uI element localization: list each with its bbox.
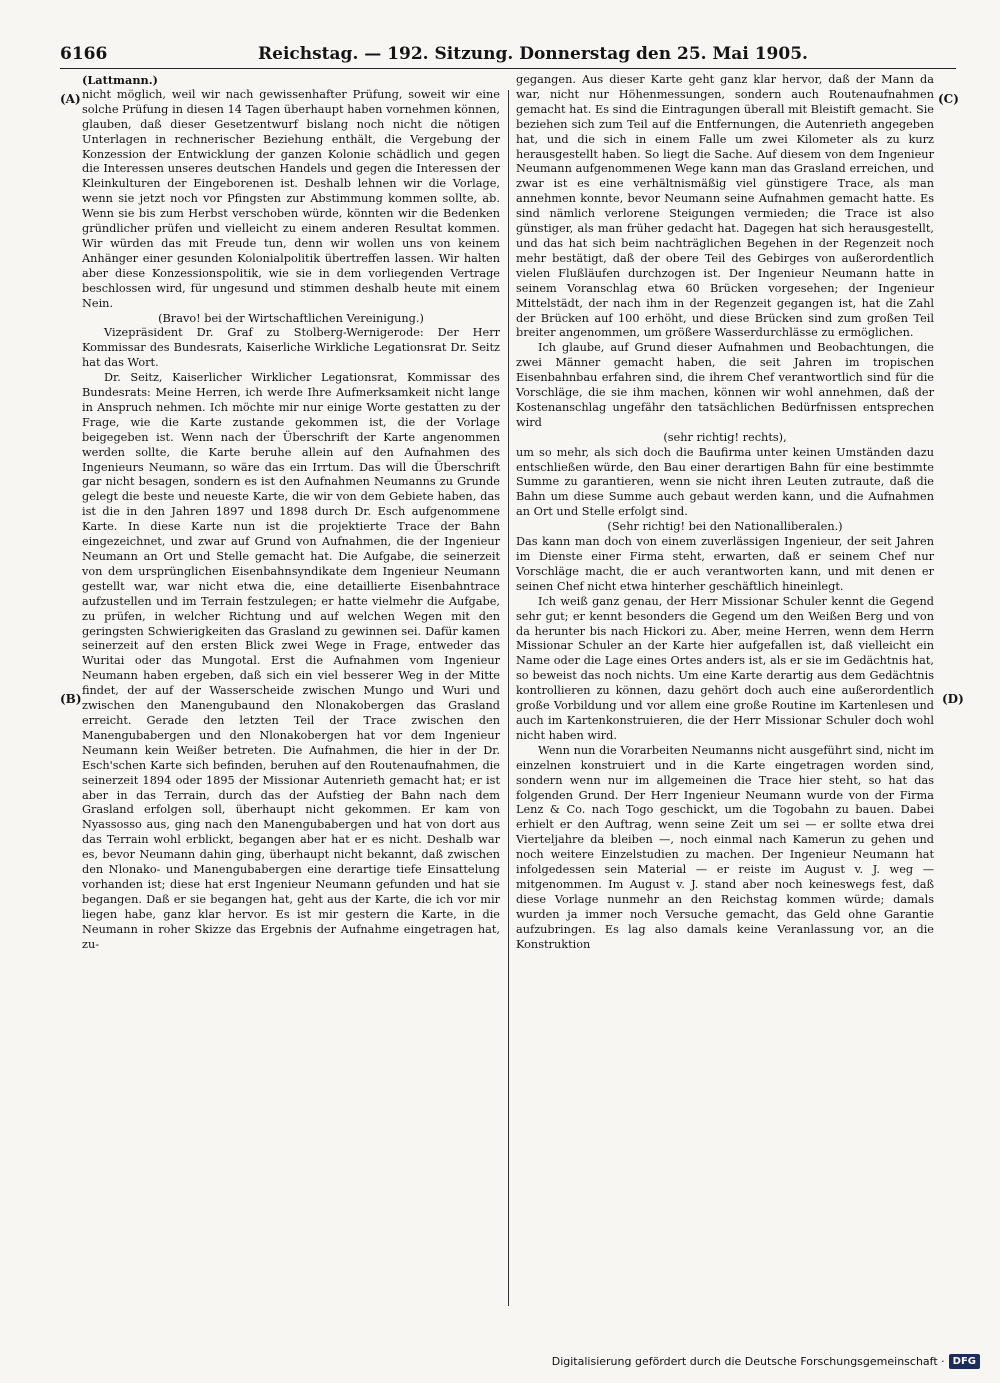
margin-mark-c: (C) — [938, 92, 959, 106]
applause-note: (Sehr richtig! bei den Nationalliberalen.) — [607, 520, 843, 534]
paragraph: Dr. Seitz, Kaiserlicher Wirklicher Legationsrat, Kommissar des Bundesrats: Meine Herren, ich werde Ihre Aufmerksamkeit nicht lange in Anspruch nehmen. Ich möchte mir nur einige Worte gestatten zu der Frage, wie die Karte zustande gekommen ist, die der Vorlage beigegeben ist. Wenn nach der Überschrift der Karte angenommen werden sollte, die Karte beruhe allein auf den Aufnahmen des Ingenieurs Neumann, so wäre das ein Irrtum. Das will die Überschrift gar nicht besagen, sondern es ist den Aufnahmen Neumanns zu Grunde gelegt die beste und neueste Karte, die wir von dem Gebiete haben, das ist die in den Jahren 1897 und 1898 durch Dr. Esch aufgenommene Karte. In diese Karte nun ist die projektierte Trace der Bahn eingezeichnet, und zwar auf Grund von Aufnahmen, die der Ingenieur Neumann an Ort und Stelle gemacht hat. Die Aufgabe, die seinerzeit von dem ursprünglichen Eisenbahnsyndikate dem Ingenieur Neumann gestellt war, war nicht etwa die, eine detaillierte Eisenbahntrace aufzustellen und im Terrain festzulegen; er hatte vielmehr die Aufgabe, zu prüfen, in welcher Richtung und auf welchen Wegen mit den geringsten Schwierigkeiten das Grasland zu gewinnen sei. Dafür kamen seinerzeit auf den ersten Blick zwei Wege in Frage, entweder das Wuritai oder das Mungotal. Erst die Aufnahmen vom Ingenieur Neumann haben ergeben, daß sich ein viel besserer Weg in der Mitte findet, der auf der Wasserscheide zwischen Mungo und Wuri und zwischen den Manengubaund den Nlonakobergen das Grasland erreicht. Gerade den letzten Teil der Trace zwischen den Manengubabergen und den Nlonakobergen hat vor dem Ingenieur Neumann kein Weißer betreten. Die Aufnahmen, die hier in der Dr. Esch'schen Karte sich befinden, beruhen auf den Routenaufnahmen, die seinerzeit 1894 oder 1895 der Missionar Autenrieth gemacht hat; er ist aber in das Terrain, durch das der Aufstieg der Bahn nach dem Grasland erfolgen soll, überhaupt nicht gekommen. Er kam von Nyassosso aus, ging nach den Manengubabergen und hat von dort aus das Terrain wohl erblickt, begangen aber hat er es nicht. Deshalb war es, bevor Neumann dahin ging, überhaupt nicht bekannt, daß zwischen den Nlonako- und Manengubabergen eine derartige tiefe Einsattelung vorhanden ist; diese hat erst Ingenieur Neumann gefunden und hat sie begangen. Daß er sie begangen hat, geht aus der Karte, die ich vor mir liegen habe, ganz klar hervor. Es ist mir gestern die Karte, in die Neumann in roher Skizze das Ergebnis der Aufnahme eingetragen hat, zu- — [82, 371, 500, 951]
paragraph: Ich glaube, auf Grund dieser Aufnahmen und Beobachtungen, die zwei Männer gemacht haben, die seit Jahren im tropischen Eisenbahnbau erfahren sind, die ihrem Chef verantwortlich sind für die Vorschläge, die sie ihm machen, können wir wohl annehmen, daß der Kostenanschlag ungefähr den tatsächlichen Bedürfnissen entsprechen wird — [516, 341, 934, 429]
footer — [552, 1354, 980, 1369]
paragraph: Vizepräsident Dr. Graf zu Stolberg-Wernigerode: Der Herr Kommissar des Bundesrats, Kaiserliche Wirkliche Legationsrat Dr. Seitz hat das Wort. — [82, 326, 500, 370]
paragraph: gegangen. Aus dieser Karte geht ganz klar hervor, daß der Mann da war, nicht nur Höhenmessungen, sondern auch Routenaufnahmen gemacht hat. Es sind die Eintragungen überall mit Bleistift gemacht. Sie beziehen sich zum Teil auf die Entfernungen, die Autenrieth angegeben hat, und die sich in einem Falle um zwei Kilometer als zu kurz herausgestellt haben. So liegt die Sache. Auf diesem von dem Ingenieur Neumann aufgenommenen Wege kann man das Grasland erreichen, und zwar ist es eine verhältnismäßig viel günstigere Trace, als man annehmen konnte, bevor Neumann seine Aufnahmen gemacht hatte. Es sind nämlich verlorene Steigungen vermieden; die Trace ist also günstiger, als man früher gedacht hat. Dagegen hat sich herausgestellt, und das hat sich beim nachträglichen Begehen in der Regenzeit noch mehr bestätigt, daß der obere Teil des Gebirges von außerordentlich vielen Flußläufen durchzogen ist. Der Ingenieur Neumann hatte in seinem Voranschlag etwa 60 Brücken vorgesehen; der Ingenieur Mittelstädt, der nach ihm in der Regenzeit gegangen ist, hat die Zahl der Brücken auf 100 erhöht, und diese Brücken sind zum großen Teil breiter angenommen, um größere Wasserdurchlässe zu ermöglichen. — [516, 73, 934, 340]
header-rule — [60, 68, 956, 69]
left-column — [82, 73, 500, 952]
margin-mark-a: (A) — [60, 92, 81, 106]
margin-mark-d: (D) — [942, 692, 964, 706]
column-divider — [508, 90, 509, 1306]
applause-note: (Bravo! bei der Wirtschaftlichen Vereinigung.) — [158, 311, 424, 325]
paragraph: Ich weiß ganz genau, der Herr Missionar Schuler kennt die Gegend sehr gut; er kennt besonders die Gegend um den Weißen Berg und von da herunter bis nach Hickori zu. Aber, meine Herren, wenn dem Herrn Missionar Schuler an der Karte hier aufgefallen ist, daß vielleicht ein Name oder die Lage eines Ortes anders ist, als er sie im Gedächtnis hat, so beweist das noch nichts. Um eine Karte derartig aus dem Gedächtnis kontrollieren zu können, dazu gehört doch auch eine außerordentlich große Vorbildung und vor allem eine große Routine im Kartenlesen und auch im Kartenkonstruieren, die der Herr Missionar Schuler doch wohl nicht haben wird. — [516, 594, 934, 742]
right-column — [516, 73, 934, 952]
page-number: 6166 — [60, 44, 108, 64]
footer-credit: Digitalisierung gefördert durch die Deutsche Forschungsgemeinschaft · — [551, 1355, 945, 1368]
paragraph: Wenn nun die Vorarbeiten Neumanns nicht ausgeführt sind, nicht im einzelnen konstruiert und in die Karte eingetragen worden sind, sondern wenn nur im allgemeinen die Trace hier steht, so hat das folgenden Grund. Der Herr Ingenieur Neumann wurde von der Firma Lenz & Co. nach Togo geschickt, um die Togobahn zu bauen. Dabei erhielt er den Auftrag, wenn seine Zeit um sei — er sollte etwa drei Vierteljahre da bleiben —, noch einmal nach Kamerun zu gehen und noch weitere Einzelstudien zu machen. Der Ingenieur Neumann hat infolgedessen sein Material — er reiste im August v. J. weg — mitgenommen. Im August v. J. stand aber noch keineswegs fest, daß diese Vorlage nunmehr an den Reichstag kommen würde; damals wurden ja immer noch Versuche gemacht, das Geld ohne Garantie aufzubringen. Es lag also damals keine Veranlassung vor, an die Konstruktion — [516, 743, 934, 951]
margin-mark-b: (B) — [60, 692, 82, 706]
running-head: Reichstag. — 192. Sitzung. Donnerstag den 25. Mai 1905. — [258, 44, 808, 64]
paragraph: Das kann man doch von einem zuverlässigen Ingenieur, der seit Jahren im Dienste einer Firma steht, erwarten, daß er seinem Chef nur Vorschläge macht, die er auch verantworten kann, und mit denen er seinen Chef nicht etwa hinterher geschäftlich hineinlegt. — [516, 535, 934, 593]
speaker-continued: (Lattmann.) — [82, 73, 159, 87]
paragraph: nicht möglich, weil wir nach gewissenhafter Prüfung, soweit wir eine solche Prüfung in diesen 14 Tagen überhaupt haben vornehmen können, glauben, daß dieser Gesetzentwurf bislang noch nicht die nötigen Unterlagen in rechnerischer Beziehung enthält, die Vergebung der Konzession der Entwicklung der ganzen Kolonie schädlich und gegen die Interessen unseres deutschen Handels und gegen die Interessen der Kleinkulturen der Eingeborenen ist. Deshalb lehnen wir die Vorlage, wenn sie jetzt noch vor Pfingsten zur Abstimmung kommen sollte, ab. Wenn sie bis zum Herbst verschoben würde, könnten wir die Bedenken gründlicher prüfen und vielleicht zu einem anderen Resultat kommen. Wir würden das mit Freude tun, denn wir wollen uns von keinem Anhänger einer gesunden Kolonialpolitik übertreffen lassen. Wir halten aber diese Konzessionspolitik, wie sie in dem vorliegenden Vertrage beschlossen wird, für ungesund und stimmen deshalb heute mit einem Nein. — [82, 87, 500, 310]
applause-note: (sehr richtig! rechts), — [663, 430, 787, 444]
paragraph: um so mehr, als sich doch die Baufirma unter keinen Umständen dazu entschließen würde, den Bau einer derartigen Bahn für eine bestimmte Summe zu garantieren, wenn sie nicht ihren Leuten zutraute, daß die Bahn um diese Summe auch gebaut werden kann, und die Aufnahmen an Ort und Stelle erfolgt sind. — [516, 445, 934, 519]
dfg-logo: DFG — [949, 1354, 980, 1369]
